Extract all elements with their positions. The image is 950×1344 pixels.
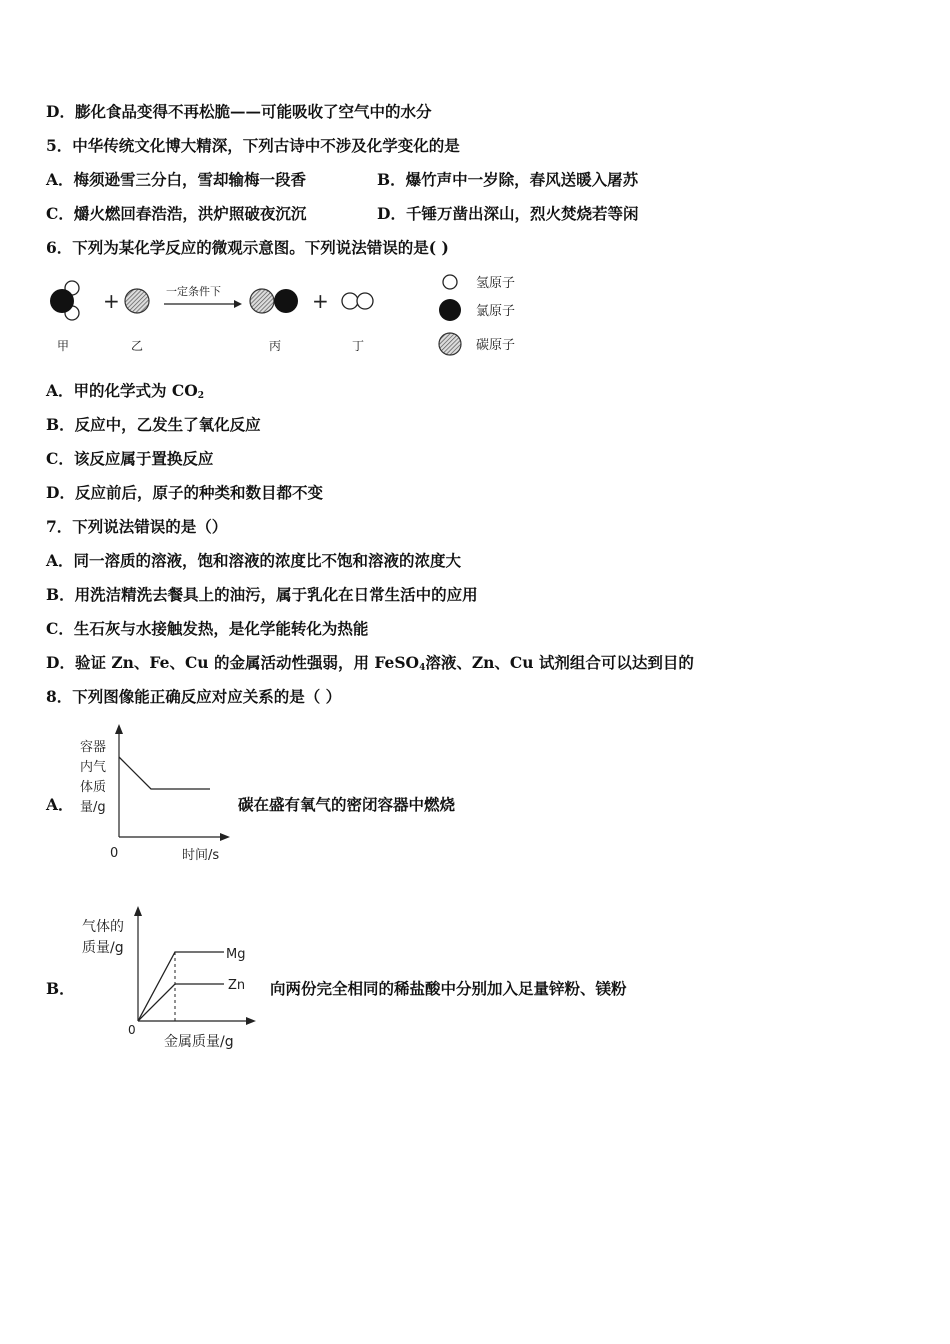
legend-chlorine: 氯原子 [476,304,516,319]
q8-b-zn-label: Zn [228,978,246,993]
q5-option-b: B．爆竹声中一岁除，春风送暖入屠苏 [377,170,639,189]
q8-a-curve [119,757,210,789]
svg-text:0: 0 [110,846,119,861]
q8-b-text: 向两份完全相同的稀盐酸中分别加入足量锌粉、镁粉 [270,979,627,998]
q7-option-c: C．生石灰与水接触发热，是化学能转化为热能 [46,619,369,638]
q7-question: 7．下列说法错误的是（） [46,517,228,536]
label-bing: 丙 [269,339,282,353]
legend-hydrogen: 氢原子 [476,276,516,291]
q8-question: 8．下列图像能正确反应对应关系的是（ ） [46,687,342,706]
svg-text:内气: 内气 [80,760,107,775]
molecule-bing [250,289,298,313]
chlorine-atom-icon [439,299,461,321]
q7-option-d: D．验证 Zn、Fe、Cu 的金属活动性强弱，用 FeSO$_4$溶液、Zn、Cu 试剂组合可以达到目的 [46,653,694,673]
svg-text:容器: 容器 [80,740,107,755]
svg-text:量/g: 量/g [80,800,106,815]
label-ding: 丁 [352,339,365,353]
svg-text:体质: 体质 [80,780,107,795]
hydrogen-atom-icon [443,275,457,289]
svg-text:0: 0 [128,1023,136,1037]
svg-text:金属质量/g: 金属质量/g [164,1034,234,1050]
q5-option-c: C．爝火燃回春浩浩，洪炉照破夜沉沉 [46,204,307,223]
q8-b-letter: B． [46,979,75,998]
svg-text:气体的: 气体的 [82,919,124,935]
plus-sign-1: + [103,289,120,313]
q6-option-a: A．甲的化学式为 $CO_2$ [46,381,205,401]
q6-question: 6．下列为某化学反应的微观示意图。下列说法错误的是( ) [46,238,449,257]
q8-b-graph [76,904,266,1054]
q6-option-d: D．反应前后，原子的种类和数目都不变 [46,483,323,502]
q8-a-text: 碳在盛有氧气的密闭容器中燃烧 [238,795,456,814]
q5-option-a: A．梅须逊雪三分白，雪却输梅一段香 [46,170,307,189]
reaction-condition: 一定条件下 [166,285,221,298]
atom-legend [439,275,515,355]
q8-a-letter: A． [46,795,74,814]
q6-reaction-diagram [40,268,560,360]
svg-text:质量/g: 质量/g [82,940,124,956]
q7-option-a: A．同一溶质的溶液，饱和溶液的浓度比不饱和溶液的浓度大 [46,551,462,570]
molecule-yi [125,289,149,313]
q6-option-b: B．反应中，乙发生了氧化反应 [46,415,261,434]
q8-b-zn-line [138,984,224,1021]
label-jia: 甲 [57,339,70,353]
label-yi: 乙 [131,339,144,353]
molecule-ding [342,293,373,309]
svg-text:时间/s: 时间/s [182,848,220,863]
q7-option-b: B．用洗洁精洗去餐具上的油污，属于乳化在日常生活中的应用 [46,585,478,604]
q5-question: 5．中华传统文化博大精深，下列古诗中不涉及化学变化的是 [46,136,460,155]
q8-b-mg-label: Mg [226,947,246,962]
legend-carbon: 碳原子 [476,338,516,353]
q8-b-mg-line [138,952,224,1021]
carbon-atom-icon [439,333,461,355]
q6-option-c: C．该反应属于置换反应 [46,449,214,468]
q8-a-graph [76,722,246,867]
q4-option-d: D．膨化食品变得不再松脆——可能吸收了空气中的水分 [46,102,432,121]
q5-option-d: D．千锤万凿出深山，烈火焚烧若等闲 [377,204,639,223]
molecule-jia [50,281,79,320]
plus-sign-2: + [312,289,329,313]
